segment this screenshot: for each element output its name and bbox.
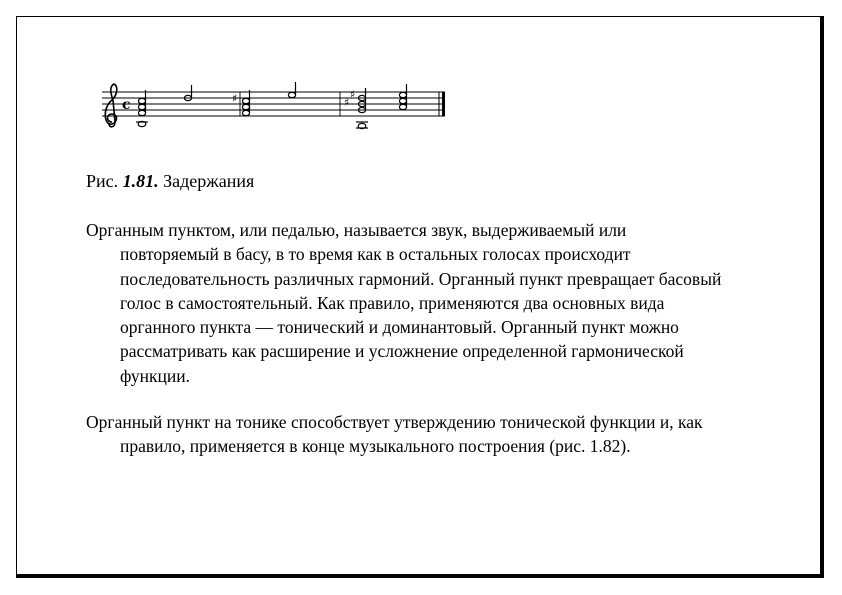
- paragraph-line: Органный пункт на тонике способствует утверждению тонической функции и, как: [86, 412, 703, 432]
- caption-title: Задержания: [163, 171, 255, 191]
- paragraph-tonic-organ-point: [86, 410, 816, 459]
- paragraph-line: повторяемый в басу, в то время как в остальных голосах происходит: [120, 244, 631, 265]
- svg-text:♯: ♯: [350, 88, 356, 101]
- caption-prefix: Рис.: [86, 171, 119, 191]
- svg-text:♯: ♯: [344, 96, 350, 109]
- paragraph-line: Органным пунктом, или педалью, называется звук, выдерживаемый или: [86, 220, 627, 240]
- paragraph-line: рассматривать как расширение и усложнение определенной гармонической: [120, 341, 684, 362]
- svg-text:♯: ♯: [232, 92, 238, 105]
- paragraph-organ-point-definition: [86, 218, 816, 388]
- figure-caption: [86, 170, 254, 192]
- paragraph-line: последовательность различных гармоний. Органный пункт превращает басовый: [120, 268, 722, 289]
- svg-text:c: c: [122, 97, 131, 113]
- paragraph-line: правило, применяется в конце музыкального построения (рис. 1.82).: [120, 436, 631, 457]
- paragraph-line: голос в самостоятельный. Как правило, применяются два основных вида: [120, 292, 665, 313]
- music-notation-figure: [100, 78, 450, 136]
- paragraph-line: функции.: [120, 365, 190, 386]
- music-staff-image: [100, 78, 450, 136]
- paragraph-line: органного пункта — тонический и доминантовый. Органный пункт можно: [120, 317, 679, 338]
- caption-number: 1.81.: [122, 171, 159, 191]
